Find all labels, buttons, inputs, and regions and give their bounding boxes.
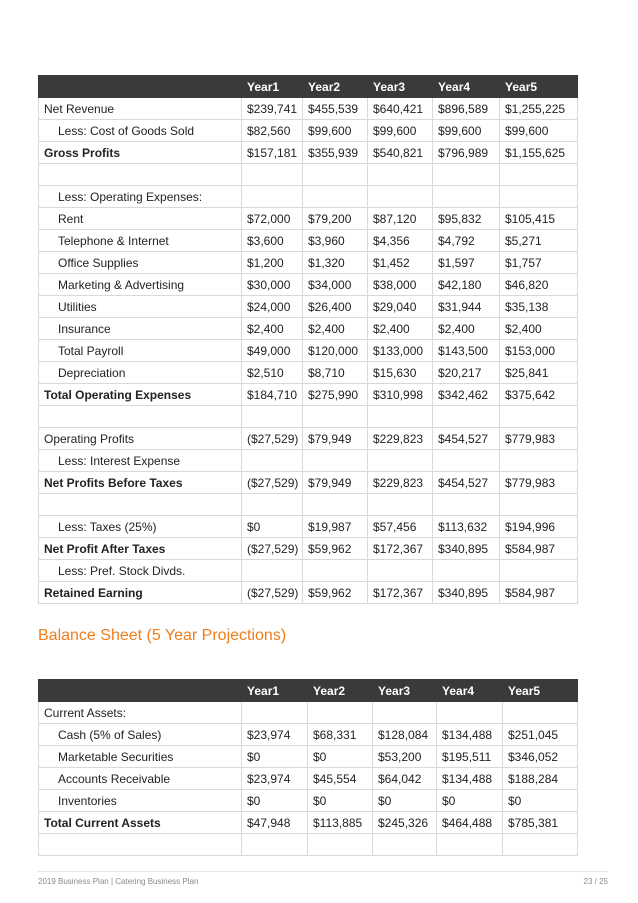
row-label: Less: Interest Expense (39, 450, 242, 472)
row-retained-earning (39, 582, 578, 604)
income-statement-table (38, 75, 578, 604)
value-year2: $113,885 (308, 812, 373, 834)
value-year3 (368, 164, 433, 186)
value-year3: $133,000 (368, 340, 433, 362)
value-year3: $4,356 (368, 230, 433, 252)
value-year2 (303, 406, 368, 428)
row-total-operating-expenses (39, 384, 578, 406)
row-rent (39, 208, 578, 230)
value-year3: $640,421 (368, 98, 433, 120)
value-year4: $896,589 (433, 98, 500, 120)
value-year4: $134,488 (437, 768, 503, 790)
value-year1: $184,710 (242, 384, 303, 406)
value-year4: $20,217 (433, 362, 500, 384)
row-depreciation (39, 362, 578, 384)
row-total-current-assets (39, 812, 578, 834)
row-label: Net Profits Before Taxes (39, 472, 242, 494)
value-year1: $47,948 (242, 812, 308, 834)
row-label: Marketable Securities (39, 746, 242, 768)
value-year3 (373, 834, 437, 856)
value-year4: $134,488 (437, 724, 503, 746)
value-year1: $1,200 (242, 252, 303, 274)
value-year5: $188,284 (503, 768, 578, 790)
value-year1 (242, 450, 303, 472)
value-year3: $87,120 (368, 208, 433, 230)
value-year2: $68,331 (308, 724, 373, 746)
value-year5: $0 (503, 790, 578, 812)
value-year5: $785,381 (503, 812, 578, 834)
row-label: Total Operating Expenses (39, 384, 242, 406)
row-label: Less: Cost of Goods Sold (39, 120, 242, 142)
row-net-profits-before-taxes (39, 472, 578, 494)
value-year5: $25,841 (500, 362, 578, 384)
row-label: Accounts Receivable (39, 768, 242, 790)
value-year4 (437, 702, 503, 724)
row-label: Utilities (39, 296, 242, 318)
value-year2: $26,400 (303, 296, 368, 318)
value-year5 (500, 494, 578, 516)
value-year3: $0 (373, 790, 437, 812)
header-cell-year5: Year5 (503, 680, 578, 702)
row-utilities (39, 296, 578, 318)
value-year3: $64,042 (373, 768, 437, 790)
row-net-revenue (39, 98, 578, 120)
row-spacer (39, 164, 578, 186)
row-label: Total Payroll (39, 340, 242, 362)
row-operating-expenses-heading (39, 186, 578, 208)
header-cell-year4: Year4 (437, 680, 503, 702)
table-header-row (39, 76, 578, 98)
row-label: Less: Taxes (25%) (39, 516, 242, 538)
row-label: Inventories (39, 790, 242, 812)
value-year1: $239,741 (242, 98, 303, 120)
value-year4: $1,597 (433, 252, 500, 274)
value-year2: $2,400 (303, 318, 368, 340)
value-year1: $0 (242, 790, 308, 812)
value-year4 (433, 450, 500, 472)
value-year4: $113,632 (433, 516, 500, 538)
value-year4: $2,400 (433, 318, 500, 340)
value-year1: $157,181 (242, 142, 303, 164)
value-year1: $23,974 (242, 724, 308, 746)
value-year3: $53,200 (373, 746, 437, 768)
value-year4: $99,600 (433, 120, 500, 142)
value-year4: $454,527 (433, 472, 500, 494)
value-year5: $584,987 (500, 538, 578, 560)
value-year2 (303, 164, 368, 186)
value-year1: $49,000 (242, 340, 303, 362)
balance-sheet-table (38, 679, 578, 856)
value-year5 (500, 450, 578, 472)
value-year5 (500, 186, 578, 208)
value-year1: $30,000 (242, 274, 303, 296)
header-cell-year3: Year3 (368, 76, 433, 98)
value-year4 (433, 164, 500, 186)
balance-sheet-title: Balance Sheet (5 Year Projections) (38, 627, 287, 644)
value-year2: $120,000 (303, 340, 368, 362)
value-year5: $5,271 (500, 230, 578, 252)
value-year3: $245,326 (373, 812, 437, 834)
header-cell-year5: Year5 (500, 76, 578, 98)
value-year2: $0 (308, 746, 373, 768)
row-label: Operating Profits (39, 428, 242, 450)
value-year2: $99,600 (303, 120, 368, 142)
value-year2: $79,949 (303, 428, 368, 450)
value-year3: $38,000 (368, 274, 433, 296)
value-year4: $342,462 (433, 384, 500, 406)
value-year3: $172,367 (368, 538, 433, 560)
row-accounts-receivable (39, 768, 578, 790)
value-year5 (500, 560, 578, 582)
value-year4 (433, 494, 500, 516)
value-year3 (368, 186, 433, 208)
row-label: Rent (39, 208, 242, 230)
value-year5: $99,600 (500, 120, 578, 142)
header-cell-year2: Year2 (303, 76, 368, 98)
value-year2: $45,554 (308, 768, 373, 790)
value-year4: $195,511 (437, 746, 503, 768)
value-year2: $8,710 (303, 362, 368, 384)
value-year2: $1,320 (303, 252, 368, 274)
value-year5 (503, 834, 578, 856)
value-year4 (433, 406, 500, 428)
value-year4: $454,527 (433, 428, 500, 450)
value-year4: $4,792 (433, 230, 500, 252)
value-year5: $779,983 (500, 472, 578, 494)
row-label: Depreciation (39, 362, 242, 384)
row-cash (39, 724, 578, 746)
value-year3 (368, 406, 433, 428)
value-year2: $59,962 (303, 538, 368, 560)
value-year3: $15,630 (368, 362, 433, 384)
value-year1: ($27,529) (242, 472, 303, 494)
row-label: Net Profit After Taxes (39, 538, 242, 560)
value-year1: $3,600 (242, 230, 303, 252)
footer-document-title: 2019 Business Plan | Catering Business Plan (38, 877, 199, 886)
value-year2 (308, 834, 373, 856)
row-current-assets-heading (39, 702, 578, 724)
row-label: Marketing & Advertising (39, 274, 242, 296)
row-insurance (39, 318, 578, 340)
header-cell-label (39, 680, 242, 702)
header-cell-year2: Year2 (308, 680, 373, 702)
value-year1 (242, 702, 308, 724)
value-year3: $57,456 (368, 516, 433, 538)
value-year2: $3,960 (303, 230, 368, 252)
value-year4: $464,488 (437, 812, 503, 834)
row-label: Gross Profits (39, 142, 242, 164)
value-year1: $72,000 (242, 208, 303, 230)
row-spacer (39, 406, 578, 428)
value-year3: $540,821 (368, 142, 433, 164)
value-year2: $79,200 (303, 208, 368, 230)
value-year5 (500, 406, 578, 428)
row-label: Office Supplies (39, 252, 242, 274)
value-year4: $143,500 (433, 340, 500, 362)
value-year4: $42,180 (433, 274, 500, 296)
footer-page-number: 23 / 25 (583, 877, 608, 886)
value-year2 (303, 560, 368, 582)
value-year1: ($27,529) (242, 582, 303, 604)
header-cell-year3: Year3 (373, 680, 437, 702)
value-year4: $340,895 (433, 538, 500, 560)
value-year2: $455,539 (303, 98, 368, 120)
value-year5: $1,255,225 (500, 98, 578, 120)
value-year5: $584,987 (500, 582, 578, 604)
row-label: Telephone & Internet (39, 230, 242, 252)
value-year3: $99,600 (368, 120, 433, 142)
value-year4 (437, 834, 503, 856)
row-label (39, 494, 242, 516)
value-year2: $79,949 (303, 472, 368, 494)
value-year1: $82,560 (242, 120, 303, 142)
row-net-profit-after-taxes (39, 538, 578, 560)
row-interest-expense (39, 450, 578, 472)
value-year5 (500, 164, 578, 186)
value-year4: $31,944 (433, 296, 500, 318)
value-year1: $24,000 (242, 296, 303, 318)
value-year5: $194,996 (500, 516, 578, 538)
row-label (39, 406, 242, 428)
value-year5: $35,138 (500, 296, 578, 318)
row-marketing-advertising (39, 274, 578, 296)
row-cost-of-goods (39, 120, 578, 142)
row-telephone-internet (39, 230, 578, 252)
row-label: Less: Operating Expenses: (39, 186, 242, 208)
header-cell-year1: Year1 (242, 76, 303, 98)
row-label (39, 164, 242, 186)
row-gross-profits (39, 142, 578, 164)
row-office-supplies (39, 252, 578, 274)
row-label: Less: Pref. Stock Divds. (39, 560, 242, 582)
row-spacer (39, 834, 578, 856)
row-inventories (39, 790, 578, 812)
value-year1: $23,974 (242, 768, 308, 790)
value-year4 (433, 186, 500, 208)
value-year1: ($27,529) (242, 428, 303, 450)
row-total-payroll (39, 340, 578, 362)
value-year5: $105,415 (500, 208, 578, 230)
value-year3: $2,400 (368, 318, 433, 340)
value-year3: $229,823 (368, 428, 433, 450)
value-year2 (303, 494, 368, 516)
row-taxes (39, 516, 578, 538)
header-cell-year1: Year1 (242, 680, 308, 702)
value-year2: $275,990 (303, 384, 368, 406)
value-year2 (303, 186, 368, 208)
value-year1 (242, 406, 303, 428)
value-year4: $0 (437, 790, 503, 812)
row-label: Retained Earning (39, 582, 242, 604)
value-year3: $229,823 (368, 472, 433, 494)
row-label: Insurance (39, 318, 242, 340)
row-label: Net Revenue (39, 98, 242, 120)
header-cell-year4: Year4 (433, 76, 500, 98)
value-year1: ($27,529) (242, 538, 303, 560)
value-year3 (373, 702, 437, 724)
value-year5 (503, 702, 578, 724)
value-year4: $340,895 (433, 582, 500, 604)
value-year3 (368, 494, 433, 516)
value-year5: $346,052 (503, 746, 578, 768)
value-year5: $375,642 (500, 384, 578, 406)
footer-divider (38, 871, 608, 872)
value-year5: $779,983 (500, 428, 578, 450)
row-pref-stock-dividends (39, 560, 578, 582)
header-cell-label (39, 76, 242, 98)
value-year1: $2,510 (242, 362, 303, 384)
value-year1: $0 (242, 746, 308, 768)
value-year5: $1,155,625 (500, 142, 578, 164)
value-year3: $29,040 (368, 296, 433, 318)
value-year1 (242, 560, 303, 582)
value-year1 (242, 164, 303, 186)
value-year1 (242, 186, 303, 208)
value-year3 (368, 560, 433, 582)
value-year5: $251,045 (503, 724, 578, 746)
value-year3: $128,084 (373, 724, 437, 746)
value-year5: $1,757 (500, 252, 578, 274)
row-spacer (39, 494, 578, 516)
row-label: Total Current Assets (39, 812, 242, 834)
value-year2: $59,962 (303, 582, 368, 604)
value-year4: $95,832 (433, 208, 500, 230)
row-operating-profits (39, 428, 578, 450)
value-year2 (308, 702, 373, 724)
value-year2: $355,939 (303, 142, 368, 164)
row-label (39, 834, 242, 856)
value-year2: $0 (308, 790, 373, 812)
value-year3: $1,452 (368, 252, 433, 274)
value-year3: $172,367 (368, 582, 433, 604)
row-label: Cash (5% of Sales) (39, 724, 242, 746)
value-year4: $796,989 (433, 142, 500, 164)
value-year1 (242, 494, 303, 516)
value-year2: $19,987 (303, 516, 368, 538)
value-year1: $0 (242, 516, 303, 538)
value-year5: $153,000 (500, 340, 578, 362)
table-header-row (39, 680, 578, 702)
row-label: Current Assets: (39, 702, 242, 724)
value-year5: $46,820 (500, 274, 578, 296)
value-year1 (242, 834, 308, 856)
value-year3: $310,998 (368, 384, 433, 406)
value-year1: $2,400 (242, 318, 303, 340)
row-marketable-securities (39, 746, 578, 768)
value-year3 (368, 450, 433, 472)
value-year2: $34,000 (303, 274, 368, 296)
value-year4 (433, 560, 500, 582)
value-year5: $2,400 (500, 318, 578, 340)
value-year2 (303, 450, 368, 472)
